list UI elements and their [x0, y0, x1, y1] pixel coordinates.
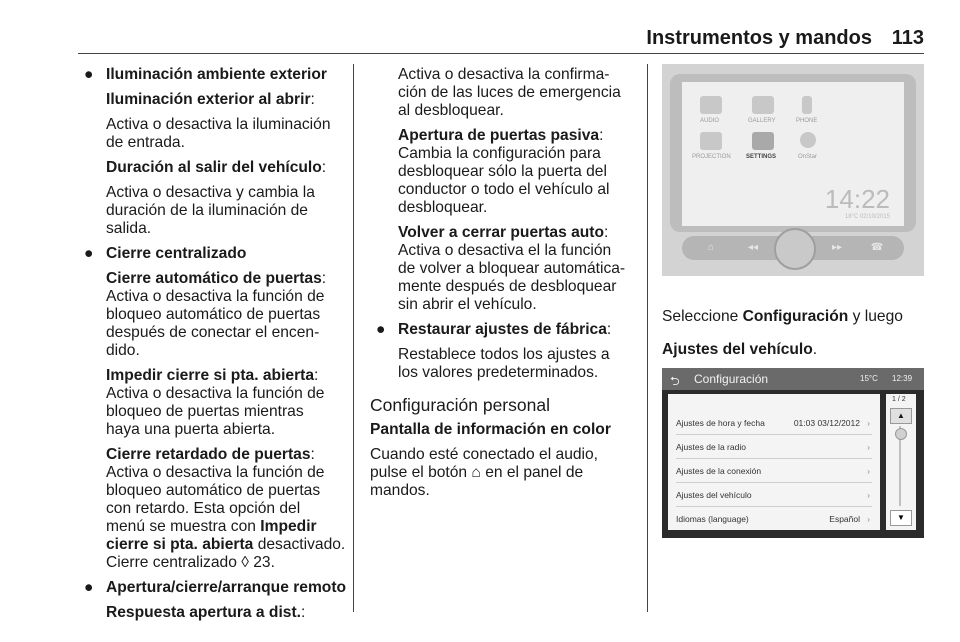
bullet-icon: ● [376, 321, 386, 338]
setting-heading: Volver a cerrar puertas auto: [398, 224, 609, 241]
text-line: después de conectar el encen- [106, 324, 320, 341]
text-line: Cierre centralizado ◊ 23. [106, 554, 275, 571]
chevron-right-icon: › [867, 514, 870, 524]
home-icon-label: OnStar [798, 154, 818, 160]
scroll-thumb [895, 428, 907, 440]
setting-heading: Cierre automático de puertas: [106, 270, 327, 287]
home-icon: ⌂ [471, 464, 481, 481]
projection-icon [700, 132, 722, 150]
onstar-icon [800, 132, 816, 148]
chevron-right-icon: › [867, 418, 870, 428]
text-line: Cambia la configuración para [398, 145, 601, 162]
text-line: pulse el botón ⌂ en el panel de [370, 464, 584, 481]
text-line: con retardo. Esta opción del [106, 500, 301, 517]
infotainment-home-photo [662, 64, 924, 276]
cross-reference-link[interactable]: ◊ 23. [241, 554, 275, 571]
text-line: Activa o desactiva la iluminación [106, 116, 331, 133]
text-line: Activa o desactiva la función de [106, 464, 325, 481]
bullet-heading: Apertura/cierre/arranque remoto [106, 579, 347, 596]
text-line: Activa o desactiva el la función [398, 242, 612, 259]
chevron-right-icon: › [867, 466, 870, 476]
text-line: Activa o desactiva y cambia la [106, 184, 315, 201]
settings-icon [752, 132, 774, 150]
text-line: Restablece todos los ajustes a [398, 346, 610, 363]
scroll-down-icon: ▼ [890, 510, 912, 526]
home-icon-label: GALLERY [748, 118, 776, 124]
temperature: 15°C [860, 374, 878, 383]
settings-list [668, 394, 880, 530]
setting-heading: Cierre retardado de puertas: [106, 446, 315, 463]
gallery-icon [752, 96, 774, 114]
home-icon-label: PROJECTION [692, 154, 731, 160]
page-header [78, 27, 924, 49]
middle-column [370, 66, 640, 500]
setting-heading: Respuesta apertura a dist.: [106, 604, 306, 621]
clock-display: 14:22 [824, 184, 890, 214]
list-item: Idiomas (language) Español › [676, 508, 872, 530]
text-line: ción de las luces de emergencia [398, 84, 621, 101]
text-line: de entrada. [106, 134, 185, 151]
text-line: Activa o desactiva la función de [106, 288, 325, 305]
setting-heading: Impedir cierre si pta. abierta: [106, 367, 319, 384]
page-number: 113 [891, 27, 924, 49]
next-button-icon: ▸▸ [831, 242, 843, 253]
settings-title-bar [662, 368, 924, 390]
column-divider-1 [353, 64, 354, 612]
home-button-icon: ⌂ [707, 242, 715, 253]
subsection-heading: Pantalla de información en color [370, 421, 611, 438]
list-item: Ajustes de la radio › [676, 436, 872, 459]
column-divider-2 [647, 64, 648, 612]
power-volume-knob [774, 228, 816, 270]
bullet-icon: ● [84, 245, 94, 262]
text-line: salida. [106, 220, 152, 237]
text-line: desbloquear sólo la puerta del [398, 163, 607, 180]
text-line: sin abrir el vehículo. [398, 296, 537, 313]
chevron-right-icon: › [867, 490, 870, 500]
bullet-icon: ● [84, 66, 94, 83]
setting-heading: Apertura de puertas pasiva: [398, 127, 604, 144]
scroll-panel [886, 394, 916, 530]
bullet-item [78, 245, 350, 572]
text-line: mandos. [370, 482, 430, 499]
bullet-item [78, 579, 350, 622]
bullet-icon: ● [84, 579, 94, 596]
text-line: bloqueo automático de puertas [106, 306, 321, 323]
text-line: Activa o desactiva la confirma- [398, 66, 610, 83]
text-line: desbloquear. [398, 199, 488, 216]
bullet-heading: Iluminación ambiente exterior [106, 66, 327, 83]
text-line: Cuando esté conectado el audio, [370, 446, 599, 463]
text-line: haya una puerta abierta. [106, 421, 276, 438]
bullet-heading: Cierre centralizado [106, 245, 247, 262]
list-item: Ajustes de hora y fecha 01:03 03/12/2012 › [676, 412, 872, 435]
section-heading: Configuración personal [370, 395, 550, 415]
bullet-item [78, 66, 350, 238]
text-line: los valores predeterminados. [398, 364, 599, 381]
phone-button-icon: ☎ [870, 242, 884, 253]
page-title: Instrumentos y mandos [646, 27, 872, 49]
temp-date-display: 18°C 02/10/2015 [844, 214, 890, 220]
setting-heading: Duración al salir del vehículo: [106, 159, 327, 176]
scroll-up-icon: ▲ [890, 408, 912, 424]
audio-icon [700, 96, 722, 114]
settings-screen-photo [662, 368, 924, 538]
back-icon: ⮌ [670, 374, 680, 388]
text-line: cierre si pta. abierta desactivado. [106, 536, 346, 553]
text-line: al desbloquear. [398, 102, 504, 119]
text-line: bloqueo automático de puertas [106, 482, 321, 499]
home-icon-label: AUDIO [700, 118, 720, 124]
text-line: Activa o desactiva la función de [106, 385, 325, 402]
text-line: dido. [106, 342, 140, 359]
bullet-item [370, 321, 640, 382]
list-item: Ajustes de la conexión › [676, 460, 872, 483]
home-icon-label: SETTINGS [746, 154, 777, 160]
phone-icon [802, 96, 812, 114]
setting-heading: Iluminación exterior al abrir: [106, 91, 315, 108]
home-screen [682, 82, 904, 226]
prev-button-icon: ◂◂ [747, 242, 759, 253]
text-line: de volver a bloquear automática- [398, 260, 626, 277]
text-line: duración de la iluminación de [106, 202, 308, 219]
text-line: mente después de desbloquear [398, 278, 617, 295]
clock: 12:39 [892, 374, 913, 383]
chevron-right-icon: › [867, 442, 870, 452]
text-line: conductor o todo el vehículo al [398, 181, 610, 198]
text-line: menú se muestra con Impedir [106, 518, 317, 535]
settings-title: Configuración [694, 372, 769, 386]
image-caption: Seleccione Configuración y luego Ajustes del vehículo. [662, 307, 903, 359]
home-icon-label: PHONE [796, 118, 818, 124]
page-indicator: 1 / 2 [892, 396, 906, 403]
left-column [78, 66, 350, 622]
header-rule [78, 53, 924, 54]
bullet-heading: Restaurar ajustes de fábrica: [398, 321, 612, 338]
text-line: bloqueo de puertas mientras [106, 403, 304, 420]
list-item: Ajustes del vehículo › [676, 484, 872, 507]
